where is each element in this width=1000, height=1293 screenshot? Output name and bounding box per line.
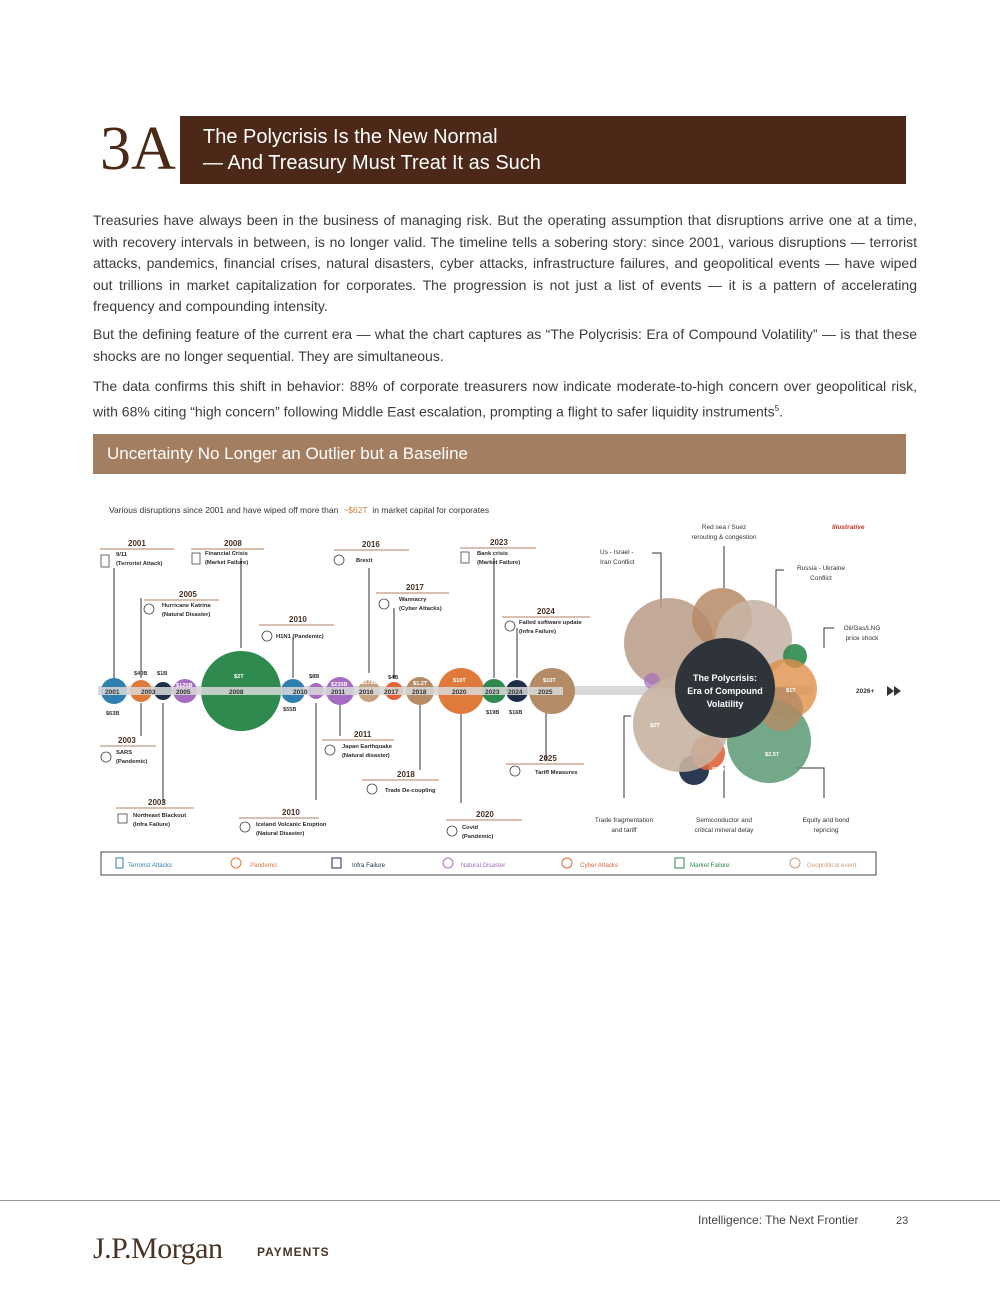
svg-text:critical mineral delay: critical mineral delay bbox=[694, 827, 754, 834]
brand-logo: J.P.Morgan bbox=[93, 1232, 223, 1265]
arrow-icon bbox=[894, 686, 901, 696]
poly-value-3: $2T bbox=[650, 723, 660, 729]
body-paragraph-3 bbox=[93, 376, 917, 423]
svg-text:(Cyber Attacks): (Cyber Attacks) bbox=[399, 606, 442, 612]
svg-text:2025: 2025 bbox=[539, 754, 557, 763]
polycrisis-title-2: Era of Compound bbox=[687, 686, 763, 696]
svg-text:H1N1 (Pandemic): H1N1 (Pandemic) bbox=[276, 634, 324, 640]
svg-text:2018: 2018 bbox=[397, 770, 415, 779]
svg-text:repricing: repricing bbox=[813, 827, 839, 834]
svg-text:2024: 2024 bbox=[537, 607, 555, 616]
body-paragraph-3-text: The data confirms this shift in behavior: 88% of corporate treasurers now indicate moderate-to-high concern over geopolitical risk, with 68% citing “high concern” following Middle East escalation, prompting a flight to safer liquidity instruments bbox=[93, 378, 917, 420]
svg-text:Japan Earthquake: Japan Earthquake bbox=[342, 744, 392, 750]
svg-text:2016: 2016 bbox=[362, 540, 380, 549]
svg-text:Conflict: Conflict bbox=[810, 575, 832, 582]
svg-text:$8B: $8B bbox=[309, 674, 320, 680]
svg-text:2008: 2008 bbox=[229, 689, 244, 696]
svg-text:2003: 2003 bbox=[118, 736, 136, 745]
svg-text:$4B: $4B bbox=[388, 675, 399, 681]
svg-text:2020: 2020 bbox=[452, 689, 467, 696]
svg-text:2005: 2005 bbox=[179, 590, 197, 599]
polycrisis-title-3: Volatility bbox=[706, 699, 744, 709]
svg-text:Russia - Ukraine: Russia - Ukraine bbox=[796, 565, 846, 572]
svg-text:Trade fragmentation: Trade fragmentation bbox=[594, 817, 654, 824]
svg-text:$178B: $178B bbox=[361, 680, 378, 686]
chart-svg bbox=[94, 498, 906, 884]
body-paragraph-1: Treasuries have always been in the business of managing risk. But the operating assumption that disruptions arrive one at a time, with recovery intervals in between, is no longer valid. The timeline tells a sobering story: since 2001, various disruptions — terrorist attacks, pandemics, financial crises, natural disasters, cyber attacks, infrastructure failures, and geopolitical events — have wiped out trillions in market capitalization for corporates. The progression is not just a list of events — it is a pattern of accelerating frequency and compounding intensity. bbox=[93, 212, 917, 314]
svg-text:Natural Disaster: Natural Disaster bbox=[461, 862, 506, 869]
illustrative-label: Illustrative bbox=[832, 524, 865, 531]
svg-text:Northeast Blackout: Northeast Blackout bbox=[133, 813, 187, 819]
chart-caption-highlight: ~$62T bbox=[343, 505, 368, 515]
axis-end-label: 2026+ bbox=[856, 688, 875, 695]
svg-text:$1B: $1B bbox=[157, 671, 168, 677]
chart-caption bbox=[109, 505, 489, 515]
svg-text:Infra Failure: Infra Failure bbox=[352, 862, 386, 869]
svg-text:$16B: $16B bbox=[509, 710, 523, 716]
arrow-icon bbox=[887, 686, 894, 696]
svg-text:$2T: $2T bbox=[234, 674, 244, 680]
poly-value-2: $1T bbox=[786, 688, 796, 694]
page-number: 23 bbox=[896, 1215, 909, 1227]
svg-text:Market Failure: Market Failure bbox=[690, 862, 730, 869]
svg-text:2005: 2005 bbox=[176, 689, 191, 696]
svg-text:$10T: $10T bbox=[453, 678, 466, 684]
svg-text:2010: 2010 bbox=[293, 689, 308, 696]
svg-text:Terrorist Attacks: Terrorist Attacks bbox=[128, 862, 173, 869]
virus-icon bbox=[262, 631, 272, 641]
svg-text:2025: 2025 bbox=[538, 689, 553, 696]
svg-text:$55B: $55B bbox=[283, 707, 297, 713]
svg-text:9/11: 9/11 bbox=[116, 552, 127, 558]
infra-icon bbox=[505, 621, 515, 631]
chart-caption-post: in market capital for corporates bbox=[372, 505, 490, 515]
section-title-banner bbox=[180, 116, 906, 184]
svg-text:$63B: $63B bbox=[106, 711, 120, 717]
svg-text:2011: 2011 bbox=[354, 730, 372, 739]
svg-text:Pandemic: Pandemic bbox=[250, 862, 278, 869]
virus-icon bbox=[101, 752, 111, 762]
svg-text:Wannacry: Wannacry bbox=[399, 597, 427, 603]
svg-text:2003: 2003 bbox=[148, 798, 166, 807]
svg-text:Financial Crisis: Financial Crisis bbox=[205, 551, 248, 557]
svg-text:2016: 2016 bbox=[359, 689, 374, 696]
svg-text:$235B: $235B bbox=[331, 682, 348, 688]
svg-text:SARS: SARS bbox=[116, 750, 133, 756]
svg-text:2010: 2010 bbox=[282, 808, 300, 817]
blackout-icon bbox=[118, 814, 127, 823]
svg-text:$10T: $10T bbox=[543, 678, 556, 684]
svg-text:Iran Conflict: Iran Conflict bbox=[600, 559, 635, 566]
svg-text:2017: 2017 bbox=[384, 689, 399, 696]
svg-text:2018: 2018 bbox=[412, 689, 427, 696]
terrorist-icon bbox=[101, 555, 109, 567]
section-title-line2: — And Treasury Must Treat It as Such bbox=[203, 152, 541, 174]
svg-text:2017: 2017 bbox=[406, 583, 424, 592]
market-failure-icon bbox=[192, 553, 200, 564]
section-number: 3A bbox=[100, 115, 176, 183]
svg-text:2001: 2001 bbox=[105, 689, 120, 696]
svg-text:(Pandemic): (Pandemic) bbox=[116, 759, 148, 765]
section-title-line1: The Polycrisis Is the New Normal bbox=[203, 126, 498, 148]
svg-text:(Natural Disaster): (Natural Disaster) bbox=[162, 612, 211, 618]
svg-text:2023: 2023 bbox=[490, 538, 508, 547]
volcano-icon bbox=[240, 822, 250, 832]
svg-text:(Natural Disaster): (Natural Disaster) bbox=[256, 831, 305, 837]
body-paragraph-3-end: . bbox=[779, 403, 784, 420]
footer-title: Intelligence: The Next Frontier bbox=[698, 1213, 859, 1227]
svg-text:Semiconductor and: Semiconductor and bbox=[695, 817, 753, 824]
svg-text:2020: 2020 bbox=[476, 810, 494, 819]
cyber-icon bbox=[379, 599, 389, 609]
svg-text:Covid: Covid bbox=[462, 825, 479, 831]
poly-value-1: $300B bbox=[734, 586, 751, 592]
svg-text:Trade De-coupling: Trade De-coupling bbox=[385, 788, 436, 794]
svg-text:rerouting & congestion: rerouting & congestion bbox=[691, 534, 757, 541]
svg-text:Geopolitical event: Geopolitical event bbox=[807, 862, 857, 869]
poly-value-5: $300B bbox=[712, 767, 729, 773]
svg-text:$19B: $19B bbox=[486, 710, 500, 716]
svg-text:(Pandemic): (Pandemic) bbox=[462, 834, 494, 840]
polycrisis-title-1: The Polycrisis: bbox=[692, 673, 758, 683]
svg-text:and tariff: and tariff bbox=[611, 827, 637, 834]
svg-text:2003: 2003 bbox=[141, 689, 156, 696]
svg-text:Brexit: Brexit bbox=[356, 558, 373, 564]
virus-icon bbox=[447, 826, 457, 836]
svg-text:$1.2T: $1.2T bbox=[413, 681, 428, 687]
svg-text:$40B: $40B bbox=[134, 671, 148, 677]
svg-text:$125B: $125B bbox=[176, 683, 193, 689]
svg-text:Cyber Attacks: Cyber Attacks bbox=[580, 862, 619, 869]
svg-text:Tariff Measures: Tariff Measures bbox=[535, 770, 578, 776]
chart-section-header-text: Uncertainty No Longer an Outlier but a Baseline bbox=[107, 444, 468, 463]
chart-section-header bbox=[93, 434, 906, 474]
globe-icon bbox=[334, 555, 344, 565]
footnote-ref[interactable]: 5 bbox=[774, 403, 780, 413]
svg-text:Bank crisis: Bank crisis bbox=[477, 551, 508, 557]
chart-legend bbox=[101, 852, 876, 875]
svg-text:Iceland Volcanic Eruption: Iceland Volcanic Eruption bbox=[256, 822, 327, 828]
svg-text:2001: 2001 bbox=[128, 539, 146, 548]
svg-text:2024: 2024 bbox=[508, 689, 523, 696]
svg-text:(Natural disaster): (Natural disaster) bbox=[342, 753, 390, 759]
svg-text:Hurricane Katrina: Hurricane Katrina bbox=[162, 603, 211, 609]
svg-text:2023: 2023 bbox=[485, 689, 500, 696]
svg-text:(Market Failure): (Market Failure) bbox=[205, 560, 249, 566]
svg-text:2010: 2010 bbox=[289, 615, 307, 624]
svg-text:Equity and bond: Equity and bond bbox=[802, 817, 850, 824]
svg-text:(Infra Failure): (Infra Failure) bbox=[133, 822, 171, 828]
svg-text:2011: 2011 bbox=[331, 689, 346, 696]
poly-value-4: $2.5T bbox=[765, 752, 780, 758]
svg-text:(Terrorist Attack): (Terrorist Attack) bbox=[116, 561, 163, 567]
chart-caption-pre: Various disruptions since 2001 and have wiped off more than bbox=[109, 505, 339, 515]
svg-text:price shock: price shock bbox=[845, 635, 879, 642]
svg-text:2008: 2008 bbox=[224, 539, 242, 548]
svg-text:(Market Failure): (Market Failure) bbox=[477, 560, 521, 566]
svg-text:Red sea / Suez: Red sea / Suez bbox=[701, 524, 747, 531]
earthquake-icon bbox=[325, 745, 335, 755]
brand-subtitle: PAYMENTS bbox=[257, 1245, 330, 1259]
svg-text:(Infra Failure): (Infra Failure) bbox=[519, 629, 557, 635]
polycrisis-timeline-chart bbox=[94, 498, 906, 884]
tariff-icon bbox=[510, 766, 520, 776]
body-paragraph-2: But the defining feature of the current era — what the chart captures as “The Polycrisis: Era of Compound Volatility” — is that these shocks are no longer sequential. They are simultaneous. bbox=[93, 326, 917, 364]
footer-divider bbox=[0, 1200, 1000, 1201]
storm-icon bbox=[144, 604, 154, 614]
bank-icon bbox=[461, 552, 469, 563]
svg-text:Us - Israel -: Us - Israel - bbox=[600, 549, 634, 556]
globe-icon bbox=[367, 784, 377, 794]
svg-text:Failed software update: Failed software update bbox=[519, 620, 582, 626]
svg-text:Oil/Gas/LNG: Oil/Gas/LNG bbox=[843, 625, 881, 632]
